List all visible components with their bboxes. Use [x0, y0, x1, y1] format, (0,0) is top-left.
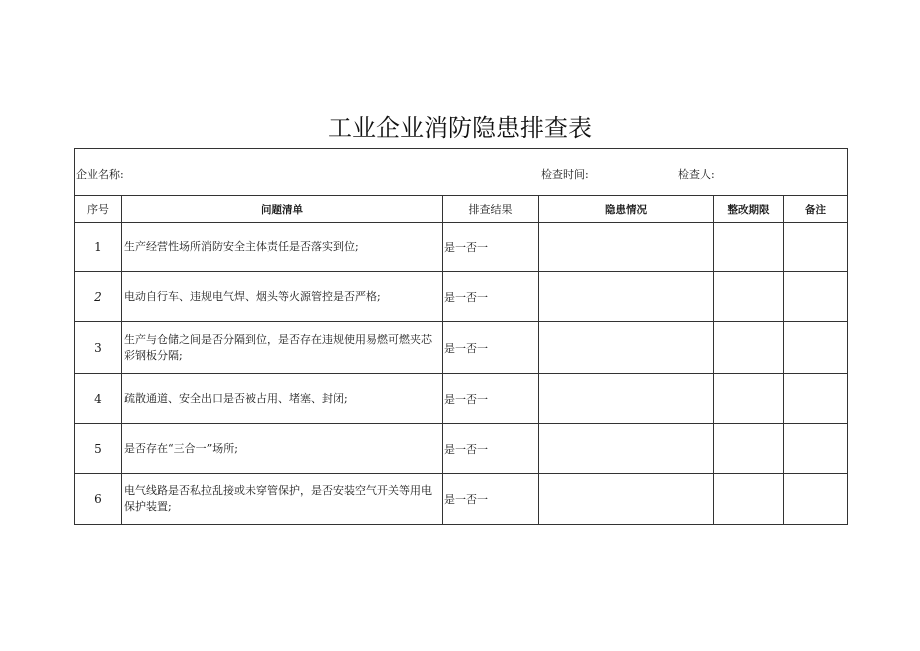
table-row	[75, 223, 848, 272]
row-remark-cell	[784, 223, 848, 272]
header-result: 排查结果	[443, 196, 539, 223]
row-number: 2	[75, 272, 122, 322]
row-question: 电动自行车、违规电气焊、烟头等火源管控是否严格;	[122, 272, 443, 322]
row-remark-cell	[784, 424, 848, 474]
row-result: 是一否一	[443, 223, 539, 272]
row-number: 1	[75, 223, 122, 272]
row-question: 生产经营性场所消防安全主体责任是否落实到位;	[122, 223, 443, 272]
row-result: 是一否一	[443, 322, 539, 374]
row-question: 疏散通道、安全出口是否被占用、堵塞、封闭;	[122, 374, 443, 424]
row-deadline-cell	[714, 474, 784, 525]
table-row	[75, 374, 848, 424]
row-number: 5	[75, 424, 122, 474]
info-row	[75, 149, 848, 196]
header-deadline: 整改期限	[714, 196, 784, 223]
row-result: 是一否一	[443, 424, 539, 474]
row-remark-cell	[784, 474, 848, 525]
row-question: 是否存在“三合一”场所;	[122, 424, 443, 474]
row-deadline-cell	[714, 424, 784, 474]
row-deadline-cell	[714, 272, 784, 322]
row-remark-cell	[784, 374, 848, 424]
row-deadline-cell	[714, 374, 784, 424]
row-number: 4	[75, 374, 122, 424]
row-result: 是一否一	[443, 374, 539, 424]
header-remark: 备注	[784, 196, 848, 223]
header-question: 问题清单	[122, 196, 443, 223]
row-hazard-cell	[539, 424, 714, 474]
table-row	[75, 424, 848, 474]
row-hazard-cell	[539, 374, 714, 424]
company-name-label: 企业名称:	[76, 168, 124, 181]
table-row	[75, 322, 848, 374]
row-result: 是一否一	[443, 474, 539, 525]
check-time-label: 检查时间:	[541, 168, 589, 181]
inspector-label: 检查人:	[678, 168, 715, 181]
row-hazard-cell	[539, 322, 714, 374]
row-deadline-cell	[714, 223, 784, 272]
info-cell	[75, 149, 848, 196]
row-question: 电气线路是否私拉乱接或未穿管保护，是否安装空气开关等用电保护装置;	[122, 474, 443, 525]
page-title: 工业企业消防隐患排查表	[328, 114, 592, 142]
row-remark-cell	[784, 272, 848, 322]
table-row	[75, 272, 848, 322]
row-result: 是一否一	[443, 272, 539, 322]
header-row	[75, 196, 848, 223]
table-row	[75, 474, 848, 525]
row-hazard-cell	[539, 474, 714, 525]
row-hazard-cell	[539, 272, 714, 322]
inspection-table	[74, 148, 848, 525]
header-hazard: 隐患情况	[539, 196, 714, 223]
row-number: 6	[75, 474, 122, 525]
row-remark-cell	[784, 322, 848, 374]
row-question: 生产与仓储之间是否分隔到位，是否存在违规使用易燃可燃夹芯彩钢板分隔;	[122, 322, 443, 374]
header-seq: 序号	[75, 196, 122, 223]
row-deadline-cell	[714, 322, 784, 374]
row-hazard-cell	[539, 223, 714, 272]
row-number: 3	[75, 322, 122, 374]
